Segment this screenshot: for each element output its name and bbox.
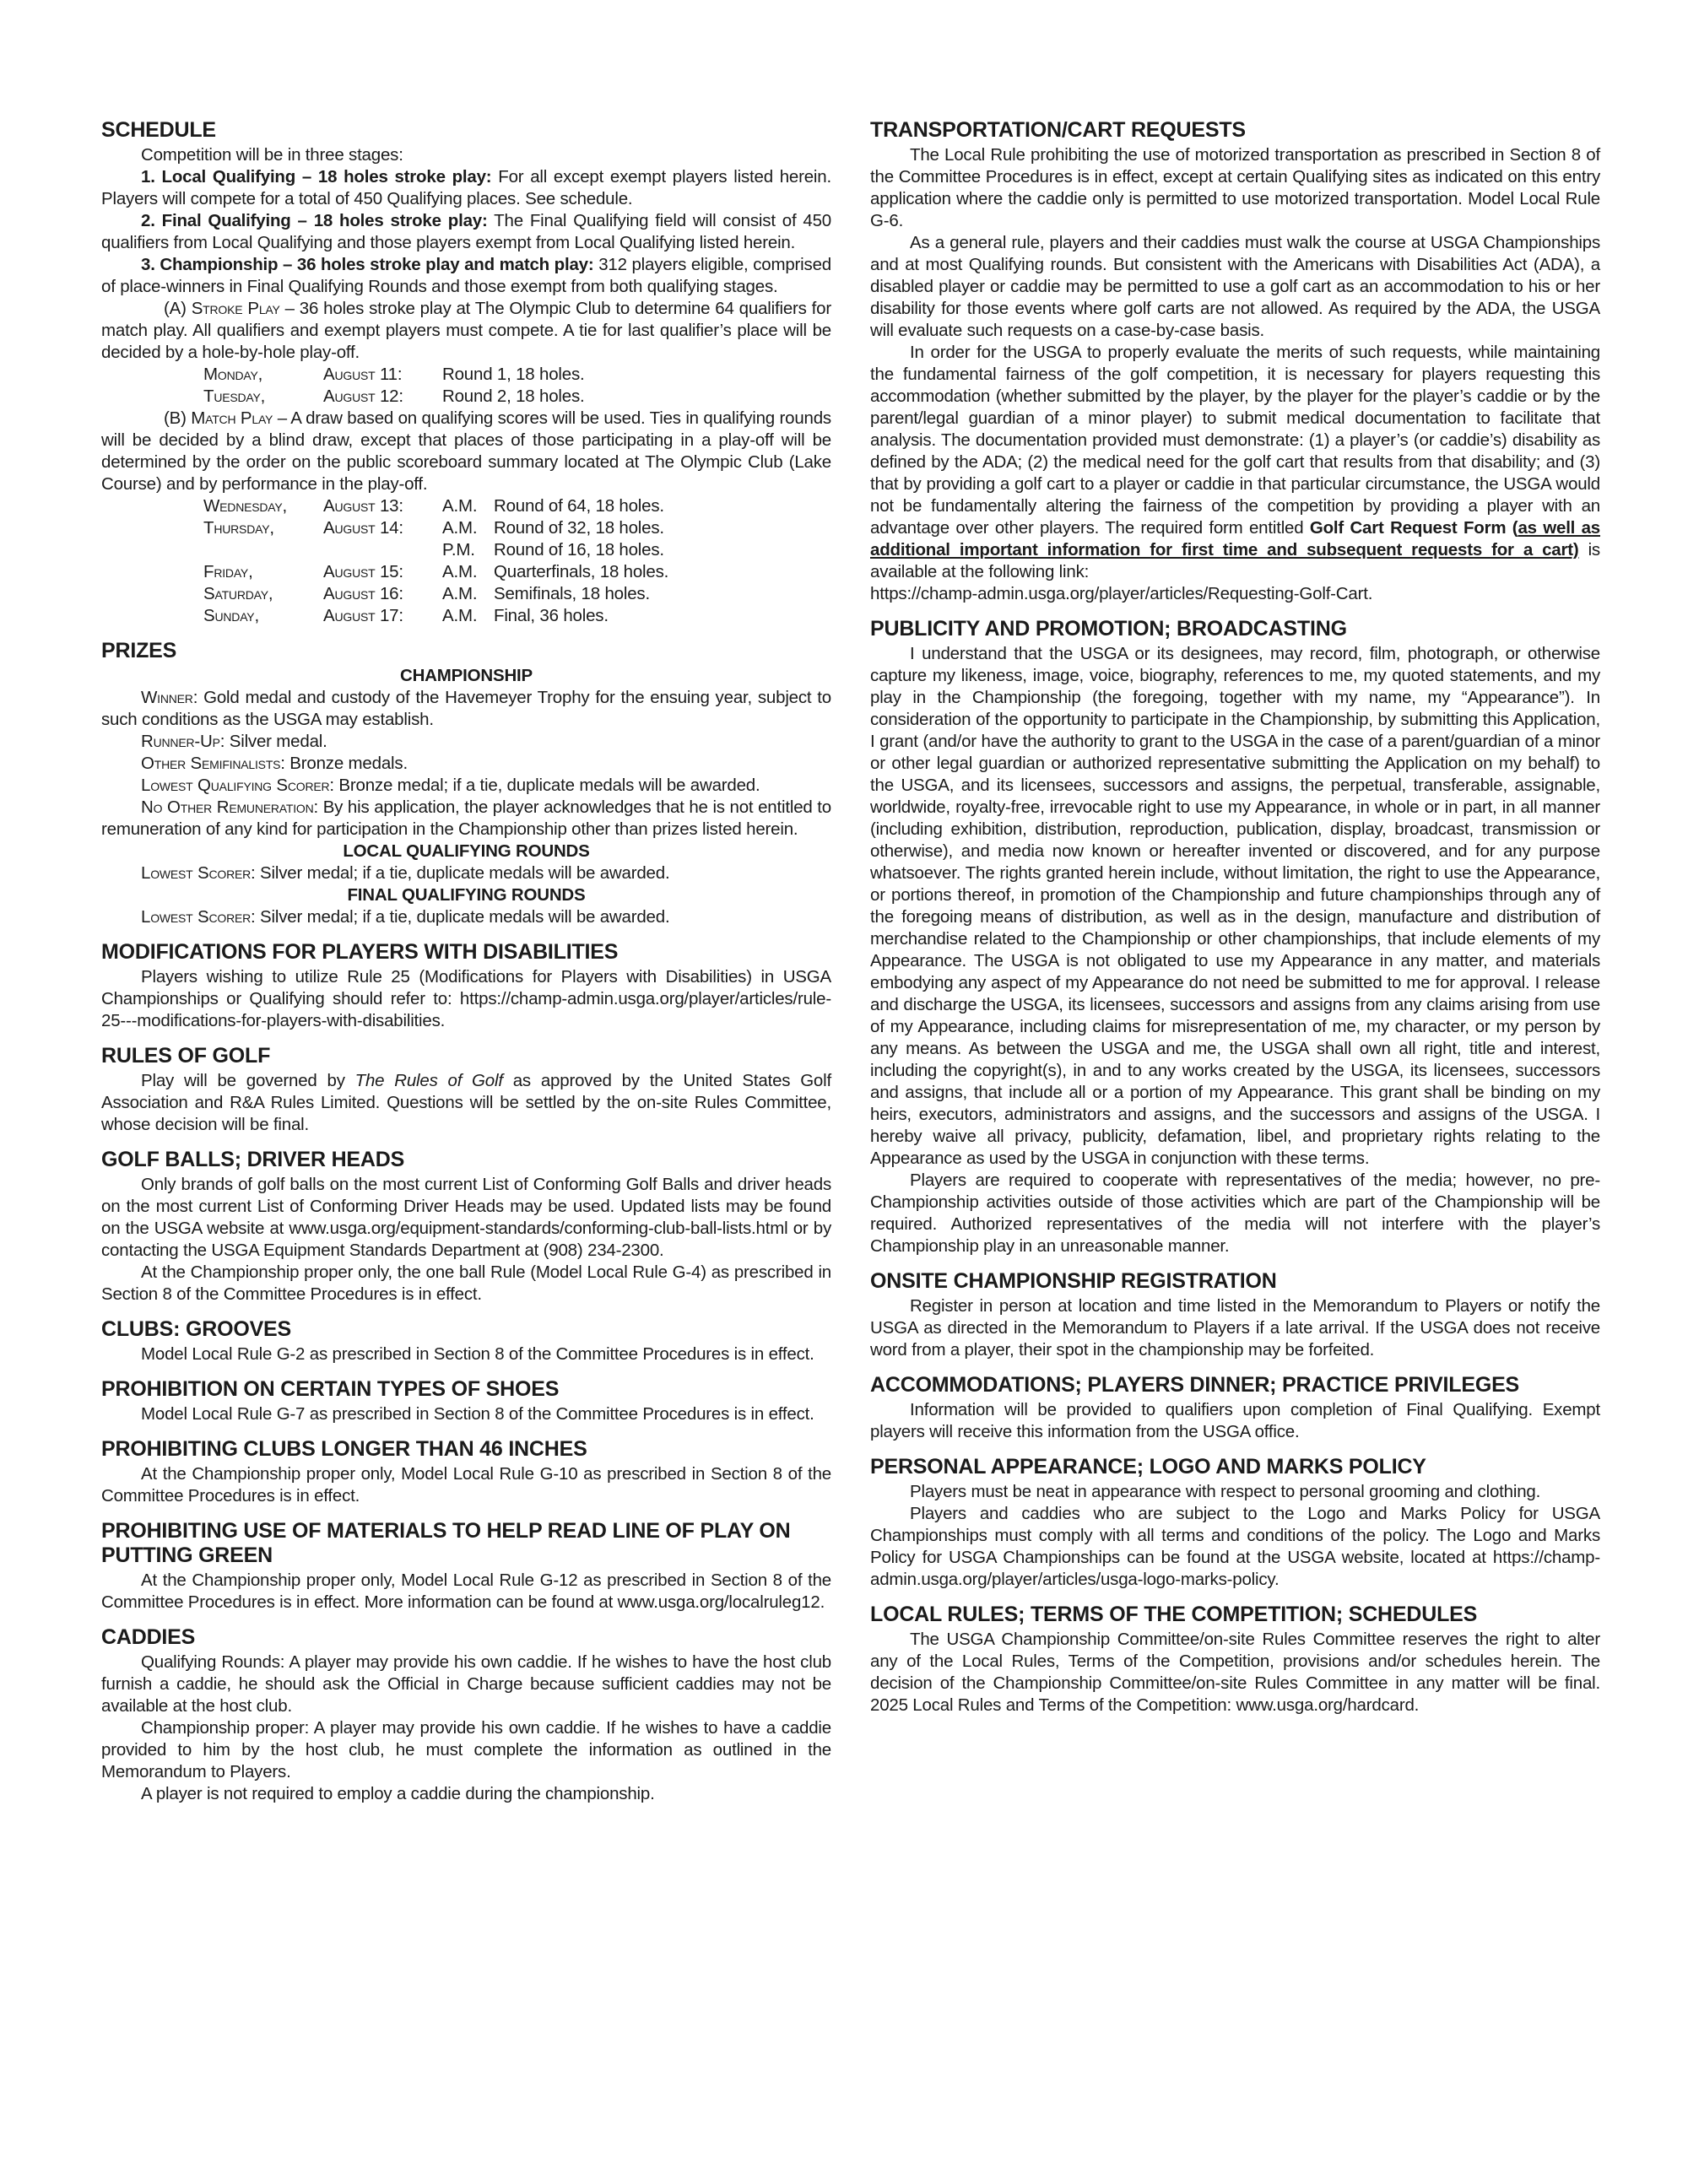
section-heading: PRIZES <box>101 639 177 662</box>
schedule-description: Final, 36 holes. <box>494 606 609 625</box>
section-heading: TRANSPORTATION/CART REQUESTS <box>870 118 1246 142</box>
paragraph <box>870 232 1600 342</box>
text-segment: The Local Rule prohibiting the use of motorized transportation as prescribed in Section 8 of the Committee Procedures is in effect, except at certain Qualifying sites as indicated on this entry application where the caddie only is permitted to use motorized transportation. Model Local Rule G-6. <box>870 145 1600 230</box>
text-segment: Play will be governed by <box>141 1071 355 1090</box>
text-segment: (B) <box>164 408 192 428</box>
text-segment: A player is not required to employ a caddie during the championship. <box>141 1784 655 1803</box>
paragraph <box>870 342 1600 605</box>
paragraph <box>101 144 831 166</box>
section-heading: MODIFICATIONS FOR PLAYERS WITH DISABILITIES <box>101 940 619 964</box>
text-segment: Championship proper: A player may provide his own caddie. If he wishes to have a caddie provided to him by the host club, he must complete the information as outlined in the Memorandum to Players. <box>101 1718 831 1781</box>
subheading: CHAMPIONSHIP <box>399 666 533 685</box>
text-segment: At the Championship proper only, the one ball Rule (Model Local Rule G-4) as prescribed in Section 8 of the Committee Procedures is in effect. <box>101 1262 831 1304</box>
text-segment: Silver medal. <box>225 732 327 751</box>
text-segment: Qualifying Rounds: A player may provide his own caddie. If he wishes to have the host club furnish a caddie, he should ask the Official in Charge because sufficient caddies may not be available at the host club. <box>101 1652 831 1716</box>
paragraph <box>101 906 831 928</box>
schedule-day: Wednesday, <box>203 496 288 516</box>
text-segment: Match Play <box>191 408 273 428</box>
section-heading: PROHIBITING USE OF MATERIALS TO HELP READ LINE OF PLAY ON PUTTING GREEN <box>101 1519 791 1567</box>
schedule-row <box>203 364 831 386</box>
text-segment: 1. Local Qualifying – 18 holes stroke play: <box>141 167 492 187</box>
section <box>870 118 1600 605</box>
section-heading: CLUBS: GROOVES <box>101 1317 291 1341</box>
text-segment: Only brands of golf balls on the most current List of Conforming Golf Balls and driver heads on the most current List of Conforming Driver Heads may be used. Updated lists may be found on the USGA website at www.usga.org/equipment-standards/conforming-club-ball-lists.html or by contacting the USGA Equipment Standards Department at (908) 234-2300. <box>101 1175 831 1260</box>
schedule-day: Tuesday, <box>203 387 266 406</box>
text-segment: At the Championship proper only, Model Local Rule G-10 as prescribed in Section 8 of the Committee Procedures is in effect. <box>101 1464 831 1506</box>
paragraph <box>101 966 831 1032</box>
text-segment: Model Local Rule G-7 as prescribed in Section 8 of the Committee Procedures is in effect. <box>141 1404 814 1424</box>
schedule-row <box>203 386 831 408</box>
paragraph <box>101 797 831 841</box>
text-segment: Gold medal and custody of the Havemeyer Trophy for the ensuing year, subject to such conditions as the USGA may establish. <box>101 688 831 729</box>
text-segment: Winner: <box>141 688 198 707</box>
section-heading: LOCAL RULES; TERMS OF THE COMPETITION; SCHEDULES <box>870 1603 1478 1626</box>
paragraph <box>101 1403 831 1425</box>
paragraph <box>870 1399 1600 1443</box>
schedule-description: Round 2, 18 holes. <box>442 387 585 406</box>
paragraph <box>101 1570 831 1614</box>
section <box>870 1373 1600 1443</box>
text-segment: As a general rule, players and their caddies must walk the course at USGA Championships and at most Qualifying rounds. But consistent with the Americans with Disabilities Act (ADA), a disabled player or caddie may be permitted to use a golf cart as an accommodation to his or her disability for those events where golf carts are not allowed. As required by the ADA, the USGA will evaluate such requests on a case-by-case basis. <box>870 233 1600 340</box>
section <box>101 940 831 1032</box>
paragraph <box>101 1262 831 1306</box>
section <box>101 1148 831 1306</box>
text-segment: By his application, the player acknowledges that he is not entitled to remuneration of any kind for participation in the Championship other than prizes listed herein. <box>101 797 831 839</box>
schedule-date: August 11: <box>323 365 403 384</box>
section <box>101 1044 831 1136</box>
text-segment: Lowest Scorer: <box>141 863 256 883</box>
schedule-date: August 15: <box>323 562 403 581</box>
paragraph <box>870 144 1600 232</box>
paragraph <box>101 1070 831 1136</box>
text-segment: – A draw based on qualifying scores will be used. Ties in qualifying rounds will be decided by a blind draw, except that places of those participating in a play-off will be determined by the order on the public scoreboard summary located at The Olympic Club (Lake Course) and by performance in the play-off. <box>101 408 831 494</box>
paragraph <box>101 1343 831 1365</box>
section <box>101 1437 831 1507</box>
paragraph <box>101 687 831 731</box>
schedule-day: Friday, <box>203 562 253 581</box>
paragraph <box>101 753 831 775</box>
section-heading: ACCOMMODATIONS; PLAYERS DINNER; PRACTICE PRIVILEGES <box>870 1373 1520 1397</box>
section <box>101 639 831 928</box>
schedule-ampm: A.M. <box>442 518 478 538</box>
section-heading: RULES OF GOLF <box>101 1044 271 1068</box>
text-segment: Stroke Play <box>191 299 280 318</box>
text-segment: In order for the USGA to properly evaluate the merits of such requests, while maintaining the fundamental fairness of the golf competition, it is necessary for players requesting this accommodation (whether submitted by the player, by the player for the player’s caddie or by the parent/legal guardian of a minor player) to submit medical documentation to facilitate that analysis. The documentation provided must demonstrate: (1) a player’s (or caddie’s) disability as defined by the ADA; (2) the medical need for the golf cart that results from that disability; and (3) that by providing a golf cart to a player or caddie in that particular circumstance, the USGA would not be fundamentally altering the fairness of the competition by providing a player with an advantage over other players. The required form entitled <box>870 343 1600 538</box>
text-segment: Model Local Rule G-2 as prescribed in Section 8 of the Committee Procedures is in effect. <box>141 1344 814 1364</box>
schedule-date: August 14: <box>323 518 403 538</box>
schedule-ampm: P.M. <box>442 540 475 560</box>
schedule-day: Saturday, <box>203 584 273 603</box>
section-heading: PROHIBITING CLUBS LONGER THAN 46 INCHES <box>101 1437 587 1461</box>
schedule-date: August 17: <box>323 606 403 625</box>
text-segment: Silver medal; if a tie, duplicate medals will be awarded. <box>255 863 670 883</box>
section <box>101 1625 831 1805</box>
paragraph <box>101 298 831 364</box>
section <box>870 1603 1600 1716</box>
section <box>870 617 1600 1257</box>
schedule-ampm: A.M. <box>442 562 478 581</box>
schedule-ampm: A.M. <box>442 606 478 625</box>
paragraph <box>101 254 831 298</box>
schedule-row <box>203 605 831 627</box>
text-segment: The Final Qualifying field will consist of 450 qualifiers from Local Qualifying and those players exempt from Local Qualifying listed herein. <box>101 211 831 252</box>
text-segment: Silver medal; if a tie, duplicate medals will be awarded. <box>255 907 670 927</box>
text-segment: Information will be provided to qualifiers upon completion of Final Qualifying. Exempt players will receive this information from the USGA office. <box>870 1400 1600 1441</box>
paragraph <box>870 1629 1600 1716</box>
text-segment: Other Semifinalists: <box>141 754 285 773</box>
text-segment: Lowest Scorer: <box>141 907 256 927</box>
text-segment: Players and caddies who are subject to the Logo and Marks Policy for USGA Championships must comply with all terms and conditions of the policy. The Logo and Marks Policy for USGA Championships can be found at the USGA website, located at https://champ-admin.usga.org/player/articles/usga-logo-marks-policy. <box>870 1504 1600 1589</box>
section-heading: CADDIES <box>101 1625 196 1649</box>
text-segment: Bronze medals. <box>284 754 408 773</box>
paragraph <box>101 166 831 210</box>
section-heading: SCHEDULE <box>101 118 216 142</box>
text-segment: I understand that the USGA or its designees, may record, film, photograph, or otherwise capture my likeness, image, voice, biography, references to me, my quoted statements, and my play in the Championship (the foregoing, together with my name, my “Appearance”). In consideration of the opportunity to participate in the Championship, by submitting this Application, I grant (and/or have the authority to grant to the USGA in the case of a parent/guardian of a minor or other legal guardian or authorized representative submitting the Application on my behalf) to the USGA, and its licensees, successors and assigns, the perpetual, transferable, assignable, worldwide, royalty-free, irrevocable right to use my Appearance, in whole or in part, in all manner (including exhibition, distribution, reproduction, publication, display, broadcast, transmission or otherwise), and media now known or hereafter invented or discovered, and for any purpose whatsoever. The rights granted herein include, without limitation, the right to use the Appearance, or portions thereof, in promotion of the Championship and future championships through any of the foregoing means of distribution, as well as in the design, manufacture and distribution of merchandise related to the Championship or other championships, that include elements of my Appearance. The USGA is not obligated to use my Appearance in any matter, and materials embodying any aspect of my Appearance do not need be submitted to me for approval. I release and discharge the USGA, its licensees, successors and assigns from any claims arising from use of my Appearance, including claims for misrepresentation of me, my character, or my person by any means. As between the USGA and me, the USGA shall own all right, title and interest, including the copyright(s), in and to any works created by the USGA, its licensees, successors and assigns, that include all or a portion of my Appearance. This grant shall be binding on my heirs, executors, administrators and assigns, and the successors and assigns of the USGA. I hereby waive all privacy, publicity, defamation, libel, and proprietary rights relating to the Appearance as used by the USGA in conjunction with these terms. <box>870 644 1600 1168</box>
paragraph <box>101 1783 831 1805</box>
schedule-day <box>203 539 323 561</box>
text-segment: Bronze medal; if a tie, duplicate medals will be awarded. <box>333 776 760 795</box>
section-heading: PERSONAL APPEARANCE; LOGO AND MARKS POLICY <box>870 1455 1426 1479</box>
schedule-ampm: A.M. <box>442 496 478 516</box>
text-segment: Competition will be in three stages: <box>141 145 403 165</box>
paragraph <box>101 1174 831 1262</box>
text-segment: Players must be neat in appearance with respect to personal grooming and clothing. <box>910 1482 1541 1501</box>
text-segment: The Rules of Golf <box>354 1071 503 1090</box>
schedule-description: Round of 16, 18 holes. <box>494 540 664 560</box>
schedule-row <box>203 561 831 583</box>
schedule-description: Semifinals, 18 holes. <box>494 584 650 603</box>
text-segment: Register in person at location and time listed in the Memorandum to Players or notify the USGA as directed in the Memorandum to Players if a late arrival. If the USGA does not receive word from a player, their spot in the championship may be forfeited. <box>870 1296 1600 1360</box>
text-segment: Runner-Up: <box>141 732 225 751</box>
section-heading: PUBLICITY AND PROMOTION; BROADCASTING <box>870 617 1347 641</box>
schedule-day: Monday, <box>203 365 263 384</box>
text-segment: Golf Cart Request Form ( <box>1309 518 1518 538</box>
schedule-description: Quarterfinals, 18 holes. <box>494 562 669 581</box>
paragraph <box>870 1503 1600 1591</box>
schedule-date: August 12: <box>323 387 403 406</box>
text-segment: as well as additional important information for first time and subsequent requests for a cart) <box>870 518 1600 560</box>
paragraph <box>870 1170 1600 1257</box>
paragraph <box>101 1652 831 1717</box>
paragraph <box>101 1717 831 1783</box>
text-segment: At the Championship proper only, Model Local Rule G-12 as prescribed in Section 8 of the Committee Procedures is in effect. More information can be found at www.usga.org/localruleg12. <box>101 1570 831 1612</box>
paragraph <box>101 1463 831 1507</box>
subheading: LOCAL QUALIFYING ROUNDS <box>343 841 590 861</box>
text-segment: For all except exempt players listed herein. Players will compete for a total of 450 Qualifying places. See schedule. <box>101 167 831 208</box>
text-segment: – 36 holes stroke play at The Olympic Club to determine 64 qualifiers for match play. All qualifiers and exempt players must compete. A tie for last qualifier’s place will be decided by a hole-by-hole play-off. <box>101 299 831 362</box>
text-segment: https://champ-admin.usga.org/player/articles/Requesting-Golf-Cart. <box>870 584 1373 603</box>
section <box>870 1455 1600 1591</box>
text-segment: Lowest Qualifying Scorer: <box>141 776 334 795</box>
schedule-day: Sunday, <box>203 606 259 625</box>
column-right <box>870 118 1600 1716</box>
paragraph <box>870 1481 1600 1503</box>
paragraph <box>870 1295 1600 1361</box>
section-heading: ONSITE CHAMPIONSHIP REGISTRATION <box>870 1269 1277 1293</box>
text-segment: Players wishing to utilize Rule 25 (Modifications for Players with Disabilities) in USGA Championships or Qualifying should refer to: https://champ-admin.usga.org/player/articles/rule-25---modifications-for-players-with-disabilities. <box>101 967 831 1030</box>
schedule-row <box>203 495 831 517</box>
schedule-row <box>203 583 831 605</box>
paragraph <box>101 408 831 495</box>
subheading: FINAL QUALIFYING ROUNDS <box>347 885 586 905</box>
schedule-date: August 16: <box>323 584 403 603</box>
text-segment: 312 players eligible, comprised of place-winners in Final Qualifying Rounds and those exempt from both qualifying stages. <box>101 255 831 296</box>
text-segment: (A) <box>164 299 192 318</box>
paragraph <box>101 731 831 753</box>
paragraph <box>870 643 1600 1170</box>
text-segment: The USGA Championship Committee/on-site Rules Committee reserves the right to alter any of the Local Rules, Terms of the Competition, provisions and/or schedules herein. The decision of the Championship Committee/on-site Rules Committee in any matter will be final. 2025 Local Rules and Terms of the Competition: www.usga.org/hardcard. <box>870 1630 1600 1715</box>
schedule-description: Round of 64, 18 holes. <box>494 496 664 516</box>
section <box>101 118 831 627</box>
schedule-ampm: A.M. <box>442 584 478 603</box>
schedule-description: Round of 32, 18 holes. <box>494 518 664 538</box>
section <box>101 1377 831 1425</box>
schedule-date: August 13: <box>323 496 403 516</box>
schedule-row <box>203 539 831 561</box>
text-segment: 2. Final Qualifying – 18 holes stroke play: <box>141 211 488 230</box>
text-segment: Players are required to cooperate with representatives of the media; however, no pre-Championship activities outside of those activities which are part of the Championship will be required. Authorized representatives of the media will not interfere with the player’s Championship play in an unreasonable manner. <box>870 1170 1600 1256</box>
schedule-row <box>203 517 831 539</box>
section-heading: PROHIBITION ON CERTAIN TYPES OF SHOES <box>101 1377 560 1401</box>
paragraph <box>101 775 831 797</box>
schedule-date <box>323 539 442 561</box>
paragraph <box>101 862 831 884</box>
text-segment: 3. Championship – 36 holes stroke play and match play: <box>141 255 594 274</box>
schedule-day: Thursday, <box>203 518 274 538</box>
text-segment: as approved by the United States Golf Association and R&A Rules Limited. Questions will be settled by the on-site Rules Committee, whose decision will be final. <box>101 1071 831 1134</box>
schedule-description: Round 1, 18 holes. <box>442 365 585 384</box>
section <box>101 1519 831 1614</box>
section <box>101 1317 831 1365</box>
section-heading: GOLF BALLS; DRIVER HEADS <box>101 1148 405 1171</box>
paragraph <box>101 210 831 254</box>
text-segment: No Other Remuneration: <box>141 797 319 817</box>
text-segment: is available at the following link: <box>870 540 1600 581</box>
section <box>870 1269 1600 1361</box>
column-left <box>101 118 831 1805</box>
